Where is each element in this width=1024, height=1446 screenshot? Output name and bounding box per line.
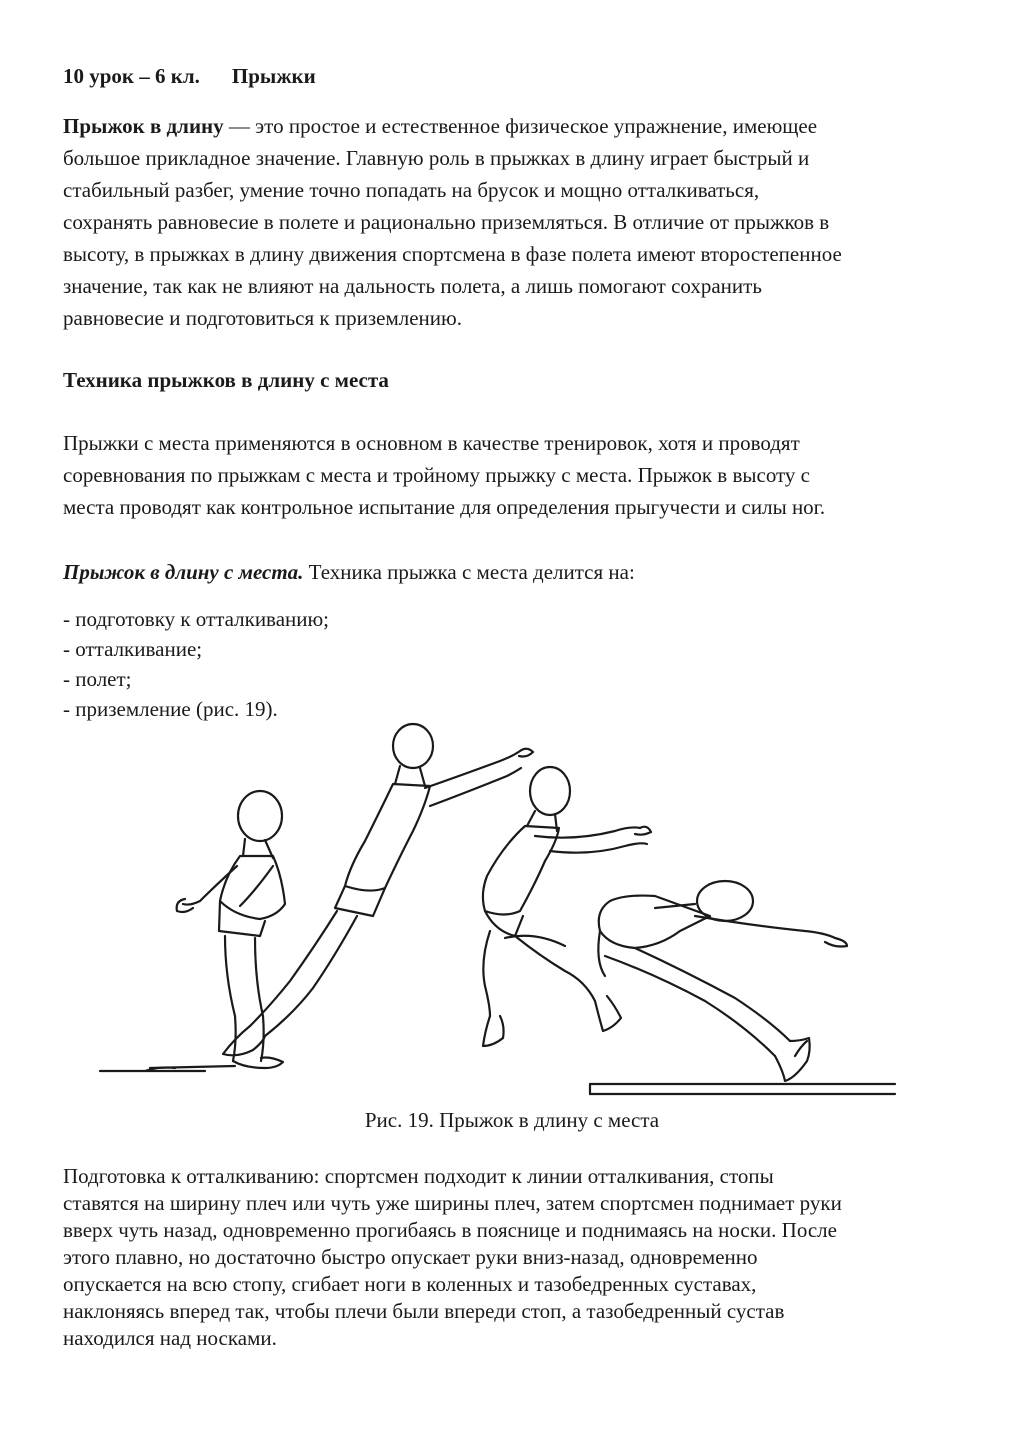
list-item: - приземление (рис. 19). xyxy=(63,697,278,721)
athlete-preparation xyxy=(145,791,285,1071)
standing-jumps-paragraph: Прыжки с места применяются в основном в качестве тренировок, хотя и проводят соревнования по прыжкам с места и тройному прыжку с места. Прыжок в высоту с места проводят как контрольное испытание для определения прыгучести и силы ног. xyxy=(63,431,826,519)
athlete-landing xyxy=(598,881,847,1081)
figure-caption: Рис. 19. Прыжок в длину с места xyxy=(364,1108,660,1132)
athlete-takeoff xyxy=(223,724,533,1055)
athlete-flight xyxy=(483,767,651,1046)
technique-term: Прыжок в длину с места. xyxy=(63,560,304,584)
list-item: - полет; xyxy=(63,667,132,691)
preparation-paragraph: Подготовка к отталкиванию: спортсмен подходит к линии отталкивания, стопы ставятся на ширину плеч или чуть уже ширины плеч, затем спортсмен поднимает руки вверх чуть назад, одновременно прогибаясь в пояснице и поднимаясь на носки. После этого плавно, но достаточно быстро опускает руки вниз-назад, одновременно опускается на всю стопу, сгибает ноги в коленных и тазобедренных суставах, наклоняясь вперед так, чтобы плечи были впереди стоп, а тазобедренный сустав находился над носками. xyxy=(63,1164,842,1350)
intro-paragraph: Прыжок в длину — это простое и естественное физическое упражнение, имеющее большое прикладное значение. Главную роль в прыжках в длину играет быстрый и стабильный разбег, умение точно попадать на брусок и мощно отталкиваться, сохранять равновесие в полете и рационально приземляться. В отличие от прыжков в высоту, в прыжках в длину движения спортсмена в фазе полета имеют второстепенное значение, так как не влияют на дальность полета, а лишь помогают сохранить равновесие и подготовиться к приземлению. xyxy=(63,114,842,330)
technique-paragraph: Прыжок в длину с места. Техника прыжка с места делится на: xyxy=(63,560,635,584)
section-heading: Техника прыжков в длину с места xyxy=(63,368,389,392)
list-item: - подготовку к отталкиванию; xyxy=(63,607,330,631)
lesson-title: Прыжки xyxy=(231,64,316,88)
phases-list xyxy=(63,604,329,724)
landing-pit-board xyxy=(590,1084,895,1094)
lesson-header xyxy=(63,64,316,89)
intro-term: Прыжок в длину xyxy=(63,114,224,138)
list-item: - отталкивание; xyxy=(63,637,203,661)
lesson-number: 10 урок – 6 кл. xyxy=(63,64,200,88)
standing-long-jump-illustration xyxy=(95,716,915,1106)
